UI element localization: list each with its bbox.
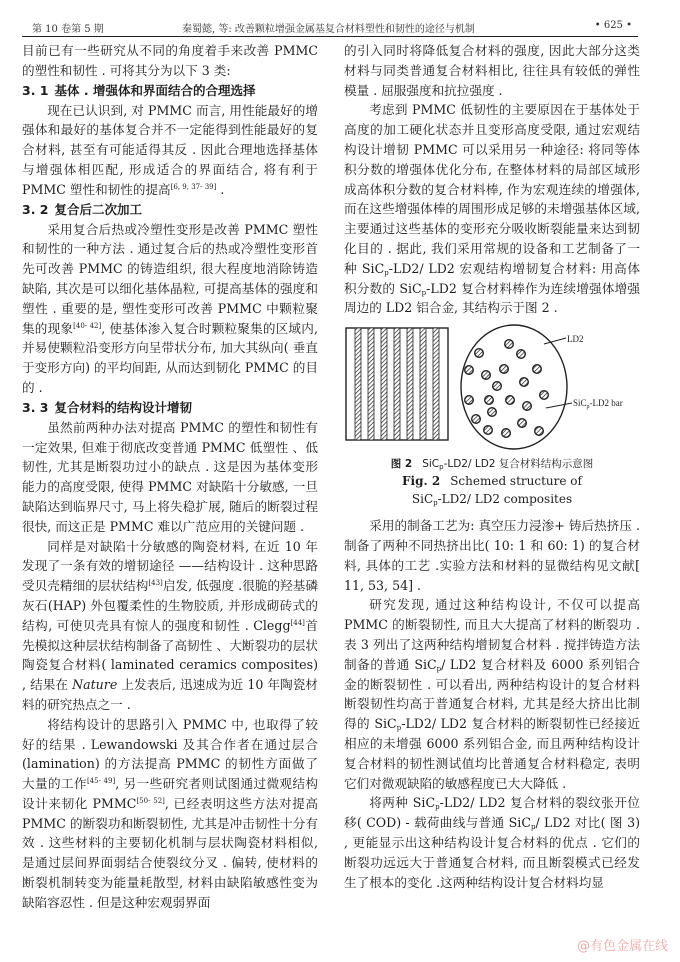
paragraph: 采用的制备工艺为: 真空压力浸渗+ 铸后热挤压 . 制备了两种不同热挤出比( 10: 1 和 60: 1) 的复合材料, 具体的工艺 .实验方法和材料的显微结构见文献[ 11, 53, 54] . <box>344 518 640 593</box>
caption-text: SiC <box>422 458 440 471</box>
sic-ld2-bar-section <box>482 371 491 380</box>
sic-ld2-bar-section <box>485 396 494 405</box>
sic-ld2-bar-section <box>520 378 529 387</box>
paragraph-text: / LD2 复合材料及 6000 系列铝合金的断裂韧性 . 可以看出, 两种结构设计的复合材料断裂韧性均高于普通复合材料, 尤其是经大挤出比制得的 SiC <box>344 656 640 732</box>
running-title: 秦蜀懿, 等: 改善颗粒增强金属基复合材料塑性和韧性的途径与机制 <box>182 24 475 35</box>
citation: [45- 49] <box>86 777 116 786</box>
paragraph <box>344 793 640 892</box>
paragraph-text: . <box>216 181 225 197</box>
label-ld2 <box>544 334 584 344</box>
subscript: p <box>436 664 442 673</box>
paragraph-text: 上发表后, 迅速成为近 10 年陶瓷材料的研究热点之一 . <box>22 677 318 712</box>
section-title: 复合材料的结构设计增韧 <box>54 399 193 415</box>
sic-ld2-bar-section <box>523 402 532 411</box>
sic-ld2-bar-section <box>465 396 474 405</box>
paragraph-text: 研究发现, 通过这种结构设计, 不仅可以提高 PMMC 的断裂韧性, 而且大大提高了材料的断裂功 . 表 3 列出了这两种结构增韧复合材料 . 搅拌铸造方法制备的普通 SiC <box>344 597 640 672</box>
paragraph: 的引入同时将降低复合材料的强度, 因此大部分这类材料与同类普通复合材料相比, 往往具有较低的弹性模量 . 屈服强度和抗拉强度 . <box>344 43 640 98</box>
sic-ld2-bar-section <box>484 426 493 435</box>
label-text: SiC$_p$-LD2 bar <box>573 398 623 411</box>
sic-ld2-bar-section <box>505 340 514 349</box>
caption-text: SiC <box>411 492 434 507</box>
reinforcement-bar-stripe <box>420 328 426 440</box>
subscript: p <box>530 823 536 832</box>
paragraph <box>22 715 318 913</box>
sic-ld2-bar-section <box>540 391 549 400</box>
paragraph <box>22 537 318 715</box>
reinforcement-bar-stripe <box>368 328 374 440</box>
subscript: p <box>396 724 402 733</box>
figure-caption-en <box>344 472 640 508</box>
intro-paragraph: 目前已有一些研究从不同的角度着手来改善 PMMC 的塑性和韧性 . 可将其分为以下 3 类: <box>22 43 318 78</box>
label-text: LD2 <box>567 334 584 345</box>
sic-ld2-bar-section <box>517 350 526 359</box>
reinforcement-bar-stripe <box>394 328 400 440</box>
paragraph-text: 首先模拟这种层状结构制备了高韧性 、大断裂功的层状陶瓷复合材料( laminated ceramics composites) , 结果在 <box>22 617 318 693</box>
page-number: • 625 • <box>594 20 632 31</box>
reinforcement-bar-stripe <box>355 328 361 440</box>
paragraph-text: 将两种 SiC <box>369 795 436 811</box>
cross-section-outline <box>461 325 567 449</box>
reinforcement-bar-stripe <box>381 328 387 440</box>
section-number: 3. 1 <box>22 82 49 98</box>
subscript: p <box>439 463 444 472</box>
paragraph-text: , 已经表明这些方法对提高 PMMC 的断裂功和断裂韧性, 尤其是冲击韧性十分有效 . 这些材料的主要韧化机制与层状陶瓷材料相似, 是通过层间界面弱结合使裂纹分叉 . 偏转, 使材料的断裂机制转变为能量耗散型, 材料由缺陷敏感性变为缺陷容忍性 . 但是这种宏观弱界面 <box>22 795 319 910</box>
paragraph-text: , 使基体渗入复合时颗粒聚集的区域内, 并易使颗粒沿变形方向呈带状分布, 加大其纵向( 垂直于变形方向) 的平均间距, 从而达到韧化 PMMC 的目的 . <box>22 320 319 395</box>
sic-ld2-bar-section <box>518 419 527 428</box>
sic-ld2-bar-section <box>465 366 474 375</box>
citation: [43] <box>148 579 163 588</box>
reinforcement-bar-stripe <box>433 328 439 440</box>
longitudinal-section <box>346 328 448 440</box>
subscript: p <box>421 288 427 297</box>
figure-2 <box>344 324 640 452</box>
paragraph-text: -LD2/ LD2 复合材料的断裂韧性已经接近相应的未增强 6000 系列铝合金, 而且两种结构设计复合材料的韧性测试值均比普通复合材料稳定, 表明它们对微观缺陷的敏感程度已大大降低 . <box>344 716 641 791</box>
paragraph <box>22 220 318 398</box>
section-heading-3-1 <box>22 81 318 101</box>
section-heading-3-2 <box>22 200 318 220</box>
figure-2-diagram <box>344 324 640 452</box>
caption-label: 图 2 <box>390 458 413 471</box>
caption-text: -LD2/ LD2 composites <box>437 492 573 507</box>
paragraph-text: 采用复合后热或冷塑性变形是改善 PMMC 塑性和韧性的一种方法 . 通过复合后的热或冷塑性变形首先可改善 PMMC 的铸造组织, 很大程度地消除铸造缺陷, 其次是可以细化基体晶粒, 可提高基体的强度和塑性 . 重要的是, 塑性变形可改善 PMMC 中颗粒聚集的现象 <box>22 221 318 336</box>
paragraph <box>344 100 640 318</box>
sic-ld2-bar-section <box>502 429 511 438</box>
section-number: 3. 3 <box>22 399 49 415</box>
paragraph-text: 同样是对缺陷十分敏感的陶瓷材料, 在近 10 年发现了一条有效的增韧途径 ——结构设计 . 这种思路受贝壳精细的层状结构 <box>22 538 318 594</box>
subscript: p <box>433 499 438 508</box>
sic-ld2-bar-section <box>493 382 502 391</box>
paragraph-text: , 另一些研究者则试图通过微观结构设计来韧化 PMMC <box>22 776 318 811</box>
sic-ld2-bar-section <box>500 365 509 374</box>
sic-ld2-bar-section <box>533 365 542 374</box>
subscript: p <box>435 803 440 812</box>
paragraph <box>344 595 640 793</box>
paragraph <box>22 101 318 200</box>
right-column <box>344 41 640 892</box>
paragraph-text: -LD2 复合材料棒作为连续增强体增强周边的 LD2 铝合金, 其结构示于图 2 . <box>344 280 640 316</box>
sic-ld2-bar-section <box>488 408 497 417</box>
sic-ld2-bar-section <box>535 427 544 436</box>
journal-name: Nature <box>72 677 118 693</box>
citation: [44] <box>290 618 305 627</box>
caption-text: -LD2/ LD2 复合材料结构示意图 <box>443 458 594 471</box>
paragraph-text: / LD2 对比( 图 3) , 更能显示出这种结构设计复合材料的优点 . 它们的断裂功远远大于普通复合材料, 而且断裂模式已经发生了根本的变化 .这两种结构设计复合材料均显 <box>344 815 640 890</box>
paragraph-text: 将结构设计的思路引入 PMMC 中, 也取得了较好的结果 . Lewandowski 及其合作者在通过层合(lamination) 的方法提高 PMMC 的韧性方面做了大量的工作 <box>22 716 318 792</box>
cross-section <box>461 325 567 449</box>
paragraph-text: 启发, 低强度 .很脆的羟基磷灰石(HAP) 外包覆柔性的生物胶质, 并形成砌砖式的结构, 可使贝壳具有惊人的强度和韧性 . Clegg <box>22 578 319 633</box>
section-number: 3. 2 <box>22 201 49 217</box>
paragraph-text: 考虑到 PMMC 低韧性的主要原因在于基体处于高度的加工硬化状态并且变形高度受限, 通过宏观结构设计增韧 PMMC 可以采用另一种途径: 将同等体积分数的增强体优化分布, 在整体材料的局部区域形成高体积分数的复合材料棒, 作为宏观连续的增强体, 而在这些增强体棒的周围形成足够的未增强基体区域, 主要通过这些基体的变形充分吸收断裂能量来达到韧化目的 . 据此, 我们采用常规的设备和工艺制备了一种 SiC <box>344 102 640 276</box>
sic-ld2-bar-section <box>506 396 515 405</box>
subscript: p <box>384 268 389 277</box>
volume-issue: 第 10 卷第 5 期 <box>32 24 104 35</box>
running-header <box>22 18 642 34</box>
citation: [40- 42] <box>73 321 102 330</box>
left-column <box>22 41 318 913</box>
paragraph-text: -LD2/ LD2 宏观结构增韧复合材料: 用高体积分数的 SiC <box>344 260 641 296</box>
caption-label: Fig. 2 <box>402 474 441 489</box>
watermark: @有色金属在线 <box>576 939 668 954</box>
figure-caption-cn <box>344 456 640 472</box>
header-rule <box>22 36 638 37</box>
paragraph-text: 现在已认识到, 对 PMMC 而言, 用性能最好的增强体和最好的基体复合并不一定能得到性能最好的复合材料, 甚至有可能适得其反 . 因此合理地选择基体与增强体相匹配, 形成适合的界面结合, 将有利于 PMMC 塑性和韧性的提高 <box>22 102 318 197</box>
sic-ld2-bar-section <box>475 349 484 358</box>
section-title: 基体 . 增强体和界面结合的合理选择 <box>54 82 256 98</box>
reinforcement-bar-stripe <box>407 328 413 440</box>
section-heading-3-3 <box>22 398 318 418</box>
citation: [50- 52] <box>136 796 165 805</box>
section-title: 复合后二次加工 <box>54 201 143 217</box>
citation: [6, 9, 37- 39] <box>170 182 217 191</box>
sic-ld2-bar-section <box>472 415 481 424</box>
paragraph: 虽然前两种办法对提高 PMMC 的塑性和韧性有一定效果, 但难于彻底改变普通 PMMC 低塑性 、低韧性, 尤其是断裂功过小的缺点 . 这是因为基体变形能力的高度受限, 使得 PMMC 对缺陷十分敏感, 一旦缺陷达到临界尺寸, 马上将失稳扩展, 随后的断裂过程很快, 而这正是 PMMC 难以广范应用的关键问题 . <box>22 419 318 534</box>
caption-text: Schemed structure of <box>450 474 582 489</box>
paragraph-text: -LD2/ LD2 复合材料的裂纹张开位移( COD) - 载荷曲线与普通 SiC <box>344 795 640 831</box>
